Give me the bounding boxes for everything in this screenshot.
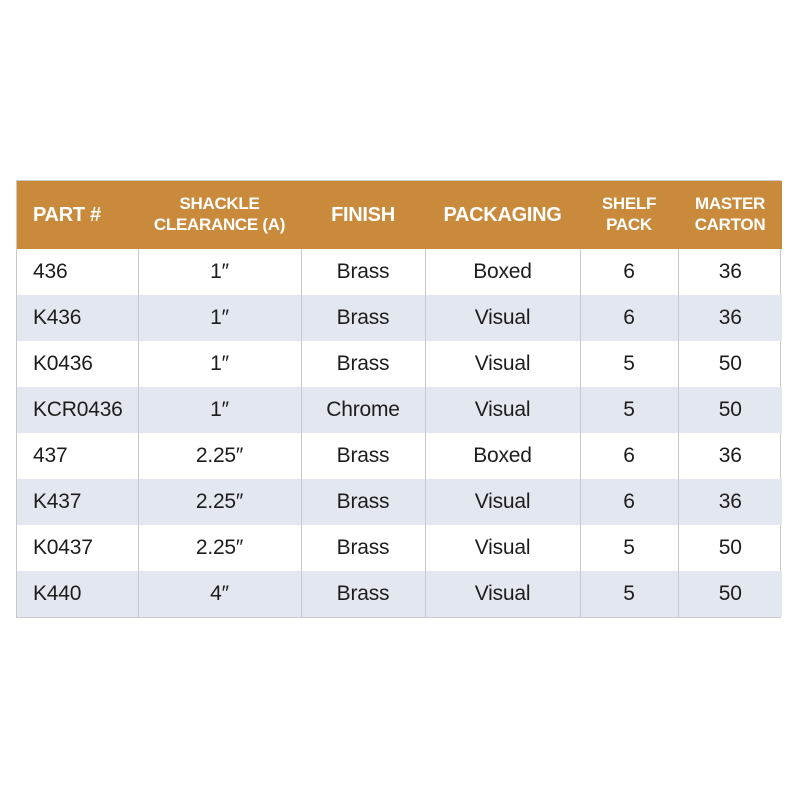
cell-shackle-clearance: 1″ — [138, 387, 301, 433]
header-shackle-clearance-line2: CLEARANCE (A) — [153, 215, 286, 234]
cell-packaging: Visual — [425, 295, 580, 341]
cell-part-number: 436 — [33, 260, 68, 283]
cell-packaging: Boxed — [425, 249, 580, 295]
header-part-number — [17, 181, 138, 249]
cell-finish: Chrome — [301, 387, 425, 433]
cell-master-carton: 36 — [678, 433, 782, 479]
cell-master-carton: 36 — [678, 249, 782, 295]
cell-packaging: Visual — [425, 341, 580, 387]
table-row — [17, 249, 782, 295]
header-shackle-clearance — [138, 181, 301, 249]
cell-part-number: 437 — [33, 444, 68, 467]
cell-part-number: K436 — [17, 295, 138, 341]
cell-shackle-clearance: 1″ — [138, 341, 301, 387]
cell-finish: Brass — [301, 249, 425, 295]
table-row — [17, 525, 782, 571]
table-row — [17, 479, 782, 525]
header-packaging — [425, 181, 580, 249]
header-master-carton-line2: CARTON — [694, 215, 766, 234]
cell-part-number: K0436 — [33, 352, 93, 375]
header-shelf-pack-line1: SHELF — [601, 194, 657, 214]
spec-table — [17, 181, 782, 617]
table-row — [17, 295, 782, 341]
cell-shelf-pack: 5 — [580, 341, 678, 387]
cell-packaging: Visual — [425, 525, 580, 571]
cell-master-carton: 50 — [678, 525, 782, 571]
cell-master-carton: 36 — [678, 479, 782, 525]
cell-finish: Brass — [301, 433, 425, 479]
cell-master-carton: 36 — [678, 295, 782, 341]
cell-packaging: Visual — [425, 387, 580, 433]
cell-part-number: K437 — [17, 479, 138, 525]
cell-shelf-pack: 6 — [580, 479, 678, 525]
cell-shackle-clearance: 2.25″ — [138, 479, 301, 525]
header-part-number-label: PART # — [33, 203, 101, 226]
cell-shelf-pack: 6 — [580, 295, 678, 341]
header-master-carton — [678, 181, 782, 249]
cell-shackle-clearance: 2.25″ — [138, 433, 301, 479]
cell-finish: Brass — [301, 571, 425, 617]
cell-packaging: Visual — [425, 479, 580, 525]
cell-part-number: K440 — [17, 571, 138, 617]
cell-part-number: KCR0436 — [17, 387, 138, 433]
cell-finish: Brass — [301, 525, 425, 571]
cell-packaging: Boxed — [425, 433, 580, 479]
cell-master-carton: 50 — [678, 571, 782, 617]
cell-shackle-clearance: 1″ — [138, 249, 301, 295]
cell-finish: Brass — [301, 341, 425, 387]
cell-shelf-pack: 6 — [580, 249, 678, 295]
cell-shackle-clearance: 1″ — [138, 295, 301, 341]
cell-part-number: K0437 — [33, 536, 93, 559]
header-shelf-pack — [580, 181, 678, 249]
table-row — [17, 387, 782, 433]
header-shelf-pack-line2: PACK — [606, 215, 652, 234]
cell-finish: Brass — [301, 479, 425, 525]
cell-master-carton: 50 — [678, 387, 782, 433]
table-row — [17, 433, 782, 479]
cell-packaging: Visual — [425, 571, 580, 617]
cell-shelf-pack: 5 — [580, 525, 678, 571]
cell-master-carton: 50 — [678, 341, 782, 387]
header-finish — [301, 181, 425, 249]
cell-shelf-pack: 5 — [580, 387, 678, 433]
table-row — [17, 341, 782, 387]
table-row — [17, 571, 782, 617]
table-body — [17, 249, 782, 617]
cell-shelf-pack: 6 — [580, 433, 678, 479]
header-shackle-clearance-line1: SHACKLE — [179, 194, 260, 214]
cell-shackle-clearance: 2.25″ — [138, 525, 301, 571]
header-row — [17, 181, 782, 249]
header-finish-label: FINISH — [331, 203, 395, 226]
product-spec-table — [16, 180, 781, 618]
header-packaging-label: PACKAGING — [443, 203, 562, 226]
table-header — [17, 181, 782, 249]
cell-shackle-clearance: 4″ — [138, 571, 301, 617]
cell-finish: Brass — [301, 295, 425, 341]
header-master-carton-line1: MASTER — [695, 194, 765, 214]
cell-shelf-pack: 5 — [580, 571, 678, 617]
